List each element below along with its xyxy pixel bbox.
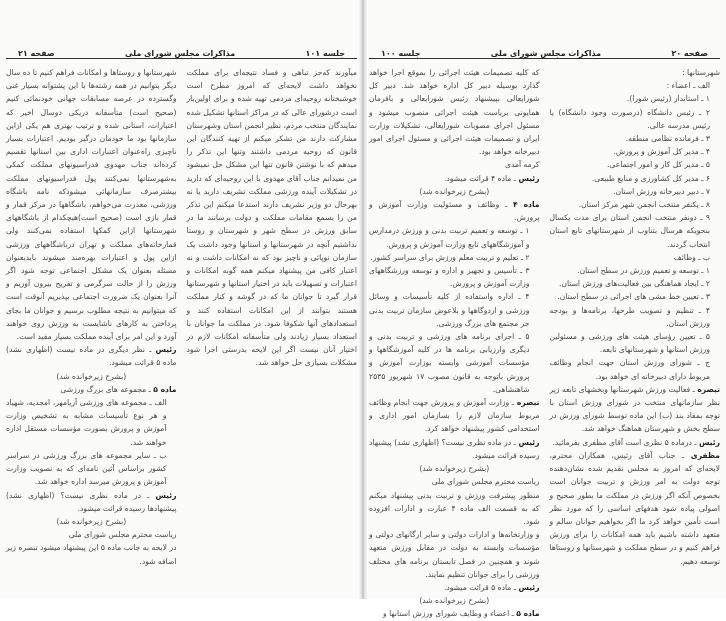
list-item: ۵ ـ مدیر کل کار و امور اجتماعی.	[606, 160, 710, 170]
text-column	[187, 66, 358, 593]
left-page-body	[6, 66, 357, 593]
paragraph-text: ـ مجموعه های بزرگ ورزشی	[60, 384, 154, 394]
list-item: ۲ ـ ایجاد هماهنگی بین فعالیت‌های ورزش استان.	[558, 279, 710, 289]
list-item: ۱ ـ توسعه و تعمیم ورزش در سطح استان.	[577, 266, 710, 276]
right-page-body	[369, 66, 720, 619]
list-item: ۷ ـ دبیر دبیرخانه ورزش استان.	[613, 186, 710, 196]
speaker-paragraph	[369, 436, 540, 462]
reading-note: (بشرح زیرخوانده شد)	[56, 371, 127, 381]
list-item: ۴ ـ تنظیم و تصویب طرحها، برنامه‌ها و بودجه ورزش استان.	[549, 305, 710, 328]
session-number: جلسه ۱۰۰	[381, 49, 421, 58]
paragraph: در لایحه به جانب ماده ۵ این پیشنهاد میشود تبصره زیر اضافه شود.	[6, 543, 177, 566]
left-page-header	[6, 44, 357, 59]
speaker-name: رئیس	[518, 582, 540, 592]
paragraph-text: ـ اعضاء و وظایف شورای ورزش استانها و	[383, 609, 517, 619]
right-page-header	[369, 44, 720, 59]
reading-note: (بشرح زیرخوانده شد)	[419, 186, 490, 196]
publication-title: مذاکرات مجلس شورای ملی	[490, 49, 602, 58]
text-column	[369, 66, 540, 619]
page-number: صفحه ۲۱	[18, 49, 55, 58]
list-item: ج ـ شورای ورزش استان جهت انجام وظائف مربوط دارای دبیرخانه ای خواهد بود.	[549, 358, 710, 381]
list-item: ۸ ـ یکنفر منتخب انجمن شهر مرکز استان.	[578, 200, 710, 210]
speaker-paragraph	[6, 343, 177, 369]
list-item: ب ـ وظائف	[673, 252, 710, 262]
speaker-paragraph	[550, 383, 721, 436]
speaker-name: ماده ۵	[516, 609, 540, 619]
speaker-name: تبصره	[516, 398, 540, 408]
list-item: ۶ ـ مدیر کل کشاورزی و منابع طبیعی.	[591, 173, 710, 183]
paragraph-text: ـ جناب آقای رئیس، همکاران محترم، لایحه‌ای که امروز به مجلس تقدیم شده نشان‌دهنده توجه دولت به امر ورزش و تربیت جوانان است بخصوص آنکه اگر ورزش در مملکت ما بطور صحیح و اصولی پیاده شود هدفهای اساسی را که مورد نظر است تأمین خواهد کرد ما اگر بخواهیم جوانان سالم و متعهد داشته باشیم باید همه امکانات را برای ورزش فراهم کنیم و در سطح مملکت و شهرستانها و روستاها توسعه دهیم.	[549, 450, 720, 566]
list-item: ۴ ـ اداره واستفاده از کلیه تأسیسات و وسائل ورزشی و اردوگاهها و بلاعوض سازمان تربیت بدنی جز مجتمع های بزرگ ورزشی.	[369, 292, 530, 328]
list-item: الف ـ مجموعه های ورزشی آریامهر، امجدیه، شهیاد و هر نوع تأسیسات مشابه به تشخیص وزارت آموزش و پرورش بصورت مؤسسات مستقل اداره خواهند شد.	[6, 398, 167, 447]
paragraph-text: ـ در ماده نظری نیست؟ (اظهاری نشد) پیشنهادها رسیده قرائت میشود.	[6, 490, 177, 513]
speaker-paragraph	[6, 489, 177, 515]
speaker-name: تبصره	[697, 384, 720, 394]
paragraph-text: ـ ماده ۴ قرائت میشود.	[443, 173, 519, 183]
list-item: ۳ ـ تأسیس و تجهیز و اداره و توسعه ورزشگاههای وزارت آموزش و پرورش.	[369, 266, 530, 289]
speaker-name: رئیس	[155, 345, 177, 355]
list-item: ۹ ـ دونفر منتخب انجمن استان برای مدت یکسال بنحویکه هرسال بتناوب از شهرستانهای تابع استان انتخاب گردند.	[549, 213, 710, 249]
speaker-name: رئیس	[518, 173, 540, 183]
speaker-name: ماده ۴	[512, 200, 540, 210]
list-item: الف ـ اعضاء :	[666, 81, 710, 91]
list-item: ۵ ـ اجرای برنامه های ورزشی و تربیت بدنی و دیگری وارزیابی برنامه ها در کلیه آموزشگاهها و مؤسسات آموزشی وابسته بوزارت آموزش و پرورش باتوجه به قانون مصوب ۱۷ شهریور ۲۵۳۵ شاهنشاهی.	[369, 332, 530, 394]
speaker-name: رئیس	[518, 437, 540, 447]
paragraph-text: ـ نظر دیگری در ماده نیست (اظهاری نشد) ماده ۵ قرائت میشود.	[6, 345, 177, 368]
speaker-name: رئیس	[155, 490, 177, 500]
speaker-paragraph	[550, 436, 721, 449]
speaker-paragraph	[6, 383, 177, 396]
paragraph: ریاست محترم مجلس شورای ملی	[68, 530, 177, 540]
speaker-paragraph	[369, 581, 540, 594]
list-item: ۱ ـ استاندار (رئیس شورا).	[626, 94, 710, 104]
list-item: ۴ ـ مدیر کل آموزش و پرورش.	[613, 147, 710, 157]
paragraph-text: ـ وزارت آموزش و پرورش جهت انجام وظائف مربوط سازمان لازم را بسازمان امور اداری و استخدامی کشور پیشنهاد خواهد کرد.	[369, 398, 540, 434]
paragraph-text: ـ فعالیت ورزش شهرستانها وبخشهای تابعه زیر نظر سازمانهای منتخب در شورای ورزش استان با توجه بمفاد بند (ب) این ماده توسط شورای ورزش در سطح بخش و شهرستان هماهنگ خواهد شد.	[549, 384, 720, 434]
speaker-name: مظفری	[690, 450, 720, 460]
speaker-paragraph	[369, 172, 540, 185]
list-item: ب ـ سایر مجموعه های بزرگ ورزشی در سراسر کشور براساس آئین نامه‌ای که به تصویب وزارت آموزش و پرورش میرسد اداره خواهد شد.	[6, 450, 167, 487]
list-item: ۵ ـ تعیین رؤسای هیئت های ورزشی و مسئولین ورزش استانها و شهرستانهای تابعه.	[549, 332, 710, 355]
paragraph: منظور پیشرفت ورزش و تربیت بدنی پیشنهاد میکنم که به قسمت الف ماده ۴ عبارت و ادارات افزوده شود.	[369, 490, 540, 526]
text-column	[6, 66, 177, 593]
list-item: ۱ ـ توسعه و تعمیم تربیت بدنی و ورزش درمدارس و آموزشگاههای تابع وزارت آموزش و پرورش.	[369, 226, 530, 249]
reading-note: (بشرح زیرخوانده شد)	[419, 464, 490, 474]
publication-title: مذاکرات مجلس شورای ملی	[124, 49, 236, 58]
book-gutter	[358, 0, 368, 599]
speaker-paragraph	[369, 198, 540, 224]
reading-note: (بشرح زیرخوانده شد)	[56, 516, 127, 526]
list-item: ۳ ـ تعیین خط مشی های اجرائی در سطح استان.	[557, 292, 710, 302]
session-number: جلسه ۱۰۱	[305, 49, 345, 58]
list-item: ۲ ـ تعلیم و تربیت معلم ورزش برای سراسر کشور.	[370, 252, 530, 262]
speaker-paragraph	[369, 396, 540, 436]
paragraph: ریاست محترم مجلس شورای ملی	[431, 477, 540, 487]
paragraph: که کلیه تصمیمات هیئت اجرائی را بموقع اجرا خواهد گذارد بوسیله دبیر کل اداره خواهد شد. دبیر کل شورایعالی بپیشنهاد رئیس شورایعالی و بافرمان همایونی بریاست هیئت اجرائی منصوب میشود و مسئول اجرای مصوبات شورایعالی، تشکیلات وزارت ایران و تصمیمات هیئت اجرائی و مسئول اجرای امور دبیرخانه خواهد بود.	[369, 68, 540, 157]
paragraph-text: ـ در ماده نظری نیست؟ (اظهاری نشد) پیشنهاد رسیده قرائت میشود.	[369, 437, 540, 460]
paragraph: کرمه آمدی	[505, 160, 540, 170]
paragraph: میآورند که‌جز تباهی و فساد نتیجه‌ای برای مملکت نخواهد داشت لایحه‌ای که امروز مطرح است خوشبختانه روحیه‌ای مردمی تهیه شده و برای اولین‌بار است درشورای عالی که در مراکز استانها تشکیل شده نمایندگان منتخب مردم، نظیر انجمن استان وشهرستان مشارکت دارند من تشکر میکنم از تهیه کنندگان این قانون که روحیه مردمی داشتند وتنها این تذکر را میدهم که با نوشتن قانون تنها این مشکل حل نمیشود من نمیدانم جناب آقای مهدوی با این روحیه‌ای که دارید در تشکیلات آینده ورزشی مملکت تشریف دارید یا نه بهرحال دو وزیر تشریف دارند استدعا میکنم این تذکر من را بسمع مقامات مملکت و دولت برسانند ما در سابق ورزش در سطح شهر و شهرستان و روستا نداشتیم آنچه در شهرستانها و استانها وجود داشت یک سازمان نوپائی و ناچیز بود که نه امکانات داشت و نه اعتبار کافی من پیشنهاد میکنم همه گونه امکانات و اعتبارات و تسهیلات باید در اختیار استانها و شهرستانها قرار گیرد تا جوانان ما که در گوشه و کنار مملکت هستند بتوانند از این امکانات استفاده کنند و استعدادهای آنها شکوفا شود. در مملکت ما جوانان با استعداد بسیار زیادند ولی متأسفانه امکانات لازم در اختیار آنان نیست اگر این لایحه بدرستی اجرا شود مشکلات بسیاری حل خواهد شد.	[186, 68, 357, 368]
list-item: ۳ ـ فرمانده نظامی منطقه.	[625, 134, 710, 144]
speaker-paragraph	[550, 449, 721, 568]
page-number: صفحه ۲۰	[671, 49, 708, 58]
paragraph: و وزارتخانه‌ها و ادارات دولتی و سایر ارگانهای دولتی و مؤسسات وابسته به دولت در مقابل ورزش متعهد شوند و همچنین در فصل تابستان برنامه های مختلف ورزشی را برای جوانان تنظیم نمایند.	[369, 530, 540, 579]
text-column	[550, 66, 721, 593]
right-page	[363, 0, 726, 619]
speaker-name: ماده ۵	[153, 384, 177, 394]
paragraph-text: ـ ماده ۵ قرائت میشود.	[443, 582, 519, 592]
speaker-name: رئیس	[698, 437, 720, 447]
paragraph-text: ـ درماده ۵ نظری است آقای مظفری بفرمائید.	[552, 437, 699, 447]
reading-note: (بشرح زیرخوانده شد)	[419, 596, 490, 606]
paragraph: شهرستانها :	[682, 68, 720, 77]
speaker-paragraph	[369, 607, 540, 620]
paragraph: شهرستانها و روستاها و امکانات فراهم کنیم تا ده سال دیگر بتوانیم در همه رشته‌ها با این پشتوانه بسیار غنی وگسترده در عرصه مسابقات جهانی خودنمائی کنیم (صحیح است) متأسفانه دریکی دوسال اخیر که اعتبارات، استانی شده و ترتیب بهتری هم یکی ازاین سازمانها بود ما خودمان درگیر بودیم. اعتبارات بسیار ناچیزی راه‌عنوان اعتبارات اداری بین استانها تقسیم کرده‌اند جناب مهدوی فدراسیونهای مملکت کمکی به‌شهرستانها نمی‌کنند پول فدراسیونهای مملکت بیشترصرف سازمانهائی میشودکه نامه باشگاه ورزشی، معذرت می‌خواهم، باشگاهها در مرکز قمار و قمار بازی است (صحیح است)هیچکدام از باشگاههای شهرستانها ازاین کمکها استفاده نمی‌کنند ولی قمارخانه‌های مملکت و تهران درباشگاههای ورزشی ازاین پول و اعتبارات بهره‌مند میشوند بایدبعنوان مسئله بعنوان یک مشکل اجتماعی توجه شود اگر ورزش را از حالت سرگرمی و تفریح بیرون آوریم و آنرا بعنوان یک ضرورت اجتماعی بپذیریم آنوقت است که میتوانیم به نتیجه مطلوب برسیم و جوانان ما بجای پرداختن به کارهای ناشایست به ورزش روی خواهند آورد و این امر برای آینده مملکت بسیار مفید است.	[6, 68, 177, 342]
paragraph-text: ـ وظائف و مسئولیت وزارت آموزش و پرورش.	[369, 200, 540, 223]
left-page	[0, 0, 363, 599]
list-item: ۲ ـ رئیس دانشگاه (درصورت وجود دانشگاه) یا رئیس مدرسه عالی.	[549, 107, 710, 130]
